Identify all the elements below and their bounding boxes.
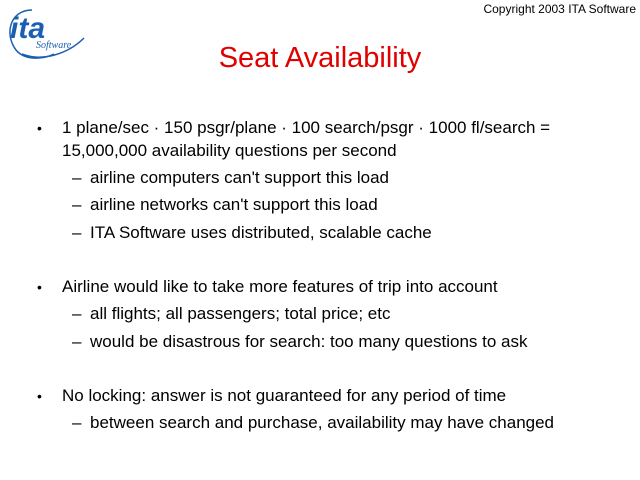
- bullet-3-line-1: No locking: answer is not guaranteed for any period of time: [62, 386, 507, 405]
- bullet-marker: •: [37, 388, 42, 404]
- bullet-1-sub-3: ITA Software uses distributed, scalable cache: [90, 223, 432, 242]
- sub-bullet-marker: –: [72, 223, 82, 242]
- bullet-2-line-1: Airline would like to take more features of trip into account: [62, 277, 498, 296]
- sub-bullet-marker: –: [72, 413, 82, 432]
- bullet-marker: •: [37, 279, 42, 295]
- logo-text: ita: [10, 12, 46, 45]
- bullet-marker: •: [37, 120, 42, 136]
- sub-bullet-marker: –: [72, 332, 82, 351]
- logo-subtext: Software: [36, 40, 72, 51]
- bullet-3-sub-1: between search and purchase, availability may have changed: [90, 413, 555, 432]
- copyright-notice: Copyright 2003 ITA Software: [483, 2, 636, 16]
- bullet-2-sub-2: would be disastrous for search: too many questions to ask: [90, 332, 528, 351]
- sub-bullet-marker: –: [72, 195, 82, 214]
- sub-bullet-marker: –: [72, 168, 82, 187]
- sub-bullet-marker: –: [72, 304, 82, 323]
- bullet-2-sub-1: all flights; all passengers; total price; etc: [90, 304, 391, 323]
- bullet-1-sub-2: airline networks can't support this load: [90, 195, 378, 214]
- bullet-1-line-1: 1 plane/sec · 150 psgr/plane · 100 search/psgr · 1000 fl/search =: [62, 118, 551, 137]
- bullet-1-line-2: 15,000,000 availability questions per second: [62, 141, 397, 160]
- slide-title: Seat Availability: [218, 42, 422, 74]
- bullet-1-sub-1: airline computers can't support this load: [90, 168, 390, 187]
